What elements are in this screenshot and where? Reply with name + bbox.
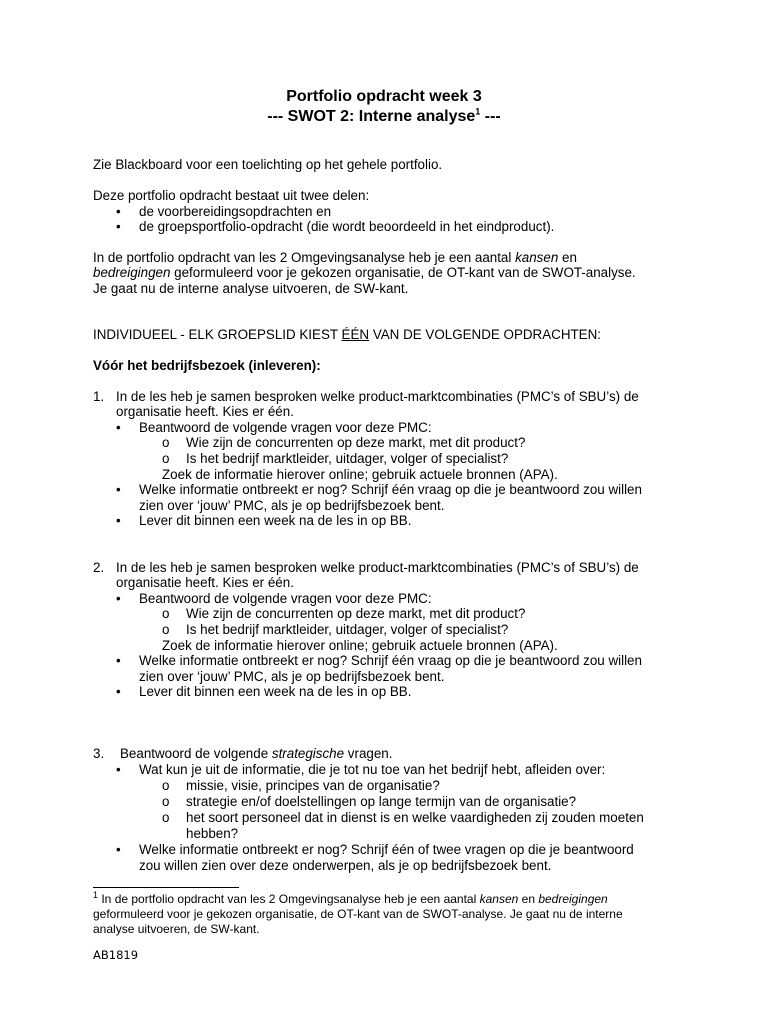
footnote-bedreigingen: bedreigingen — [538, 892, 608, 906]
item-2-bullet-2b: zien over ‘jouw’ PMC, als je op bedrijfsbezoek bent. — [139, 669, 445, 684]
intro-paragraph-3-line-3: Je gaat nu de interne analyse uitvoeren, de SW-kant. — [93, 281, 409, 296]
item-1-bullet-3: Lever dit binnen een week na de les in op BB. — [139, 513, 412, 528]
sub-bullet-icon: o — [162, 794, 170, 809]
bullet-icon: • — [116, 591, 121, 606]
intro-paragraph-3-line-1 — [93, 250, 577, 266]
bullet-icon: • — [116, 762, 121, 777]
item-3-bullet-2b: zou willen zien over deze onderwerpen, als je op bedrijfsbezoek bent. — [139, 858, 552, 873]
intro-paragraph-2: Deze portfolio opdracht bestaat uit twee delen: — [93, 188, 370, 203]
p3-kansen: kansen — [515, 250, 559, 265]
item-1-line-2: organisatie heeft. Kies er één. — [116, 404, 294, 419]
item-3-sub-3b: hebben? — [186, 826, 239, 841]
section-heading — [93, 327, 601, 343]
document-title: Portfolio opdracht week 3 — [286, 88, 482, 105]
footnote-en: en — [518, 892, 539, 906]
bullet-icon: • — [116, 420, 121, 435]
subtitle-suffix: --- — [480, 108, 501, 125]
p3-text-2: geformuleerd voor je gekozen organisatie, de OT-kant van de SWOT-analyse. — [170, 265, 636, 280]
item-3-text-2: vragen. — [344, 746, 393, 761]
item-2-sub-1: Wie zijn de concurrenten op deze markt, met dit product? — [186, 606, 526, 621]
bullet-icon: • — [116, 684, 121, 699]
p3-text: In de portfolio opdracht van les 2 Omgevingsanalyse heb je een aantal — [93, 250, 516, 265]
sub-bullet-icon: o — [162, 778, 170, 793]
sub-bullet-icon: o — [162, 606, 170, 621]
p3-en: en — [558, 250, 577, 265]
footnote-line-2: geformuleerd voor je gekozen organisatie, de OT-kant van de SWOT-analyse. Je gaat nu de interne — [93, 907, 623, 921]
heading-underlined: ÉÉN — [341, 327, 370, 342]
document-subtitle — [0, 107, 768, 127]
item-1-number: 1. — [93, 389, 105, 404]
footnote-text: In de portfolio opdracht van les 2 Omgevingsanalyse heb je een aantal — [98, 892, 480, 906]
item-3-bullet-1: Wat kun je uit de informatie, die je tot nu toe van het bedrijf hebt, afleiden over: — [139, 762, 606, 777]
intro-paragraph-3-line-2 — [93, 265, 636, 281]
sub-bullet-icon: o — [162, 435, 170, 450]
heading-text: INDIVIDUEEL - ELK GROEPSLID KIEST — [93, 327, 342, 342]
item-2-number: 2. — [93, 560, 105, 575]
item-2-sub-2: Is het bedrijf marktleider, uitdager, volger of specialist? — [186, 622, 509, 637]
item-1-sub-note: Zoek de informatie hierover online; gebruik actuele bronnen (APA). — [162, 467, 558, 482]
item-1-bullet-1: Beantwoord de volgende vragen voor deze PMC: — [139, 420, 432, 435]
sub-bullet-icon: o — [162, 622, 170, 637]
bullet-icon: • — [116, 653, 121, 668]
bullet-icon: • — [116, 482, 121, 497]
sub-bullet-icon: o — [162, 451, 170, 466]
intro-paragraph-1: Zie Blackboard voor een toelichting op het gehele portfolio. — [93, 157, 443, 172]
item-2-line-1: In de les heb je samen besproken welke product-marktcombinaties (PMC’s of SBU’s) de — [116, 560, 639, 575]
item-1-bullet-2b: zien over ‘jouw’ PMC, als je op bedrijfsbezoek bent. — [139, 498, 445, 513]
item-2-sub-note: Zoek de informatie hierover online; gebruik actuele bronnen (APA). — [162, 638, 558, 653]
footnote-kansen: kansen — [479, 892, 519, 906]
item-2-bullet-1: Beantwoord de volgende vragen voor deze PMC: — [139, 591, 432, 606]
item-3-sub-2: strategie en/of doelstellingen op lange termijn van de organisatie? — [186, 794, 577, 809]
bullet-icon: • — [116, 219, 121, 234]
bullet-icon: • — [116, 513, 121, 528]
bullet-icon: • — [116, 204, 121, 219]
footnote-reference[interactable]: 1 — [475, 106, 481, 117]
bullet-icon: • — [116, 842, 121, 857]
item-3-line-1 — [120, 746, 392, 762]
item-3-sub-3a: het soort personeel dat in dienst is en welke vaardigheden zij zouden moeten — [186, 810, 644, 825]
item-3-number: 3. — [93, 746, 105, 761]
footnote-mark: 1 — [93, 890, 99, 900]
p3-bedreigingen: bedreigingen — [93, 265, 171, 280]
section-subheading: Vóór het bedrijfsbezoek (inleveren): — [93, 358, 321, 373]
footnote-line-3: analyse uitvoeren, de SW-kant. — [93, 922, 260, 936]
item-3-emphasis: strategische — [271, 746, 345, 761]
footnote-line-1 — [93, 892, 608, 907]
item-1-sub-1: Wie zijn de concurrenten op deze markt, met dit product? — [186, 435, 526, 450]
item-3-bullet-2a: Welke informatie ontbreekt er nog? Schrijf één of twee vragen op die je beantwoord — [139, 842, 634, 857]
item-1-sub-2: Is het bedrijf marktleider, uitdager, volger of specialist? — [186, 451, 509, 466]
item-2-line-2: organisatie heeft. Kies er één. — [116, 575, 294, 590]
item-1-bullet-2a: Welke informatie ontbreekt er nog? Schrijf één vraag op die je beantwoord zou willen — [139, 482, 642, 497]
intro-bullet-2: de groepsportfolio-opdracht (die wordt beoordeeld in het eindproduct). — [139, 219, 555, 234]
document-code: AB1819 — [93, 948, 139, 962]
item-3-text: Beantwoord de volgende — [120, 746, 272, 761]
footnote-separator — [93, 887, 239, 888]
item-2-bullet-2a: Welke informatie ontbreekt er nog? Schrijf één vraag op die je beantwoord zou willen — [139, 653, 642, 668]
subtitle-text: --- SWOT 2: Interne analyse — [267, 108, 476, 125]
sub-bullet-icon: o — [162, 810, 170, 825]
item-3-sub-1: missie, visie, principes van de organisatie? — [186, 778, 440, 793]
intro-bullet-1: de voorbereidingsopdrachten en — [139, 204, 332, 219]
heading-text-2: VAN DE VOLGENDE OPDRACHTEN: — [369, 327, 601, 342]
item-1-line-1: In de les heb je samen besproken welke product-marktcombinaties (PMC’s of SBU’s) de — [116, 389, 639, 404]
item-2-bullet-3: Lever dit binnen een week na de les in op BB. — [139, 684, 412, 699]
